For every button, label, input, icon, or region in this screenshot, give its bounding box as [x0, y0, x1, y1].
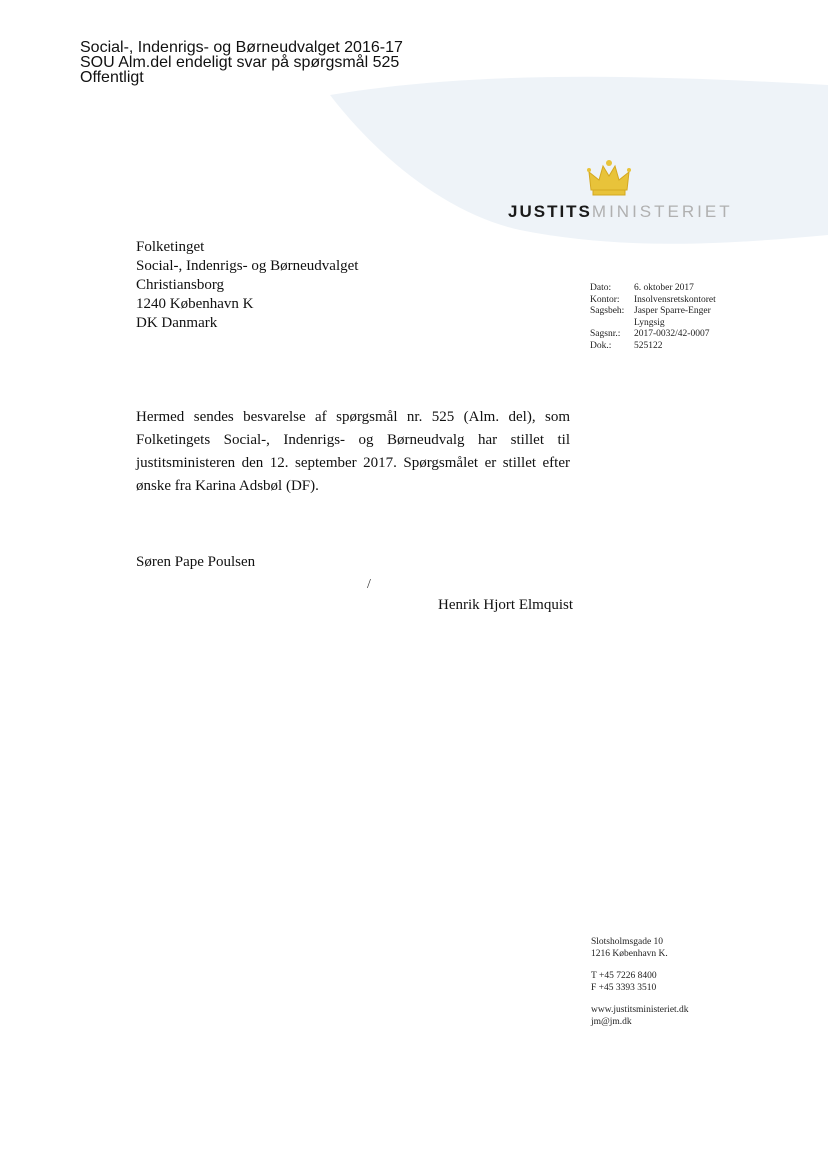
footer-email: jm@jm.dk — [591, 1016, 632, 1027]
office-label: Kontor: — [590, 294, 620, 305]
date-label: Dato: — [590, 283, 612, 293]
stamp-line-public: Offentligt — [80, 69, 144, 86]
office-value: Insolvensretskontoret — [634, 294, 716, 305]
document-number-value: 525122 — [634, 340, 663, 351]
case-metadata — [590, 283, 730, 352]
date-value: 6. oktober 2017 — [634, 283, 694, 293]
recipient-name: Folketinget — [136, 239, 205, 255]
caseworker-value: Jasper Sparre-Enger — [634, 306, 711, 316]
letter-body: Hermed sendes besvarelse af spørgsmål nr. 525 (Alm. del), som Folketingets Social-, Indenrigs- og Børneudvalg har stillet til justitsministeren den 12. september 2017. Spørgsmålet er stillet efter ønske fra Karina Adsbøl (DF). — [136, 409, 570, 494]
footer-street: Slotsholmsgade 10 — [591, 937, 664, 947]
caseworker-label: Sagsbeh: — [590, 306, 625, 316]
case-number-label: Sagsnr.: — [590, 329, 621, 339]
ministry-contact-footer — [591, 937, 689, 1028]
signature-slash: / — [367, 577, 371, 592]
official-signature: Henrik Hjort Elmquist — [438, 597, 573, 613]
recipient-address — [136, 238, 358, 333]
crown-icon — [585, 158, 633, 198]
footer-city: 1216 København K. — [591, 948, 668, 959]
stamp-line-committee: Social-, Indenrigs- og Børneudvalget 2016-17 — [80, 39, 403, 56]
footer-website: www.justitsministeriet.dk — [591, 1005, 689, 1015]
recipient-city: 1240 København K — [136, 296, 254, 312]
document-stamp — [80, 40, 403, 85]
recipient-country: DK Danmark — [136, 315, 218, 331]
ministry-logo — [508, 202, 733, 222]
recipient-committee: Social-, Indenrigs- og Børneudvalget — [136, 258, 359, 274]
footer-phone: T +45 7226 8400 — [591, 971, 657, 981]
logo-bold-text: JUSTITS — [508, 202, 592, 221]
logo-light-text: MINISTERIET — [591, 202, 733, 221]
footer-fax: F +45 3393 3510 — [591, 982, 657, 993]
minister-signature: Søren Pape Poulsen — [136, 554, 256, 570]
stamp-line-answer: SOU Alm.del endeligt svar på spørgsmål 525 — [80, 54, 400, 71]
caseworker-value-cont: Lyngsig — [634, 317, 665, 328]
document-number-label: Dok.: — [590, 340, 612, 351]
case-number-value: 2017-0032/42-0007 — [634, 329, 710, 339]
recipient-building: Christiansborg — [136, 277, 225, 293]
